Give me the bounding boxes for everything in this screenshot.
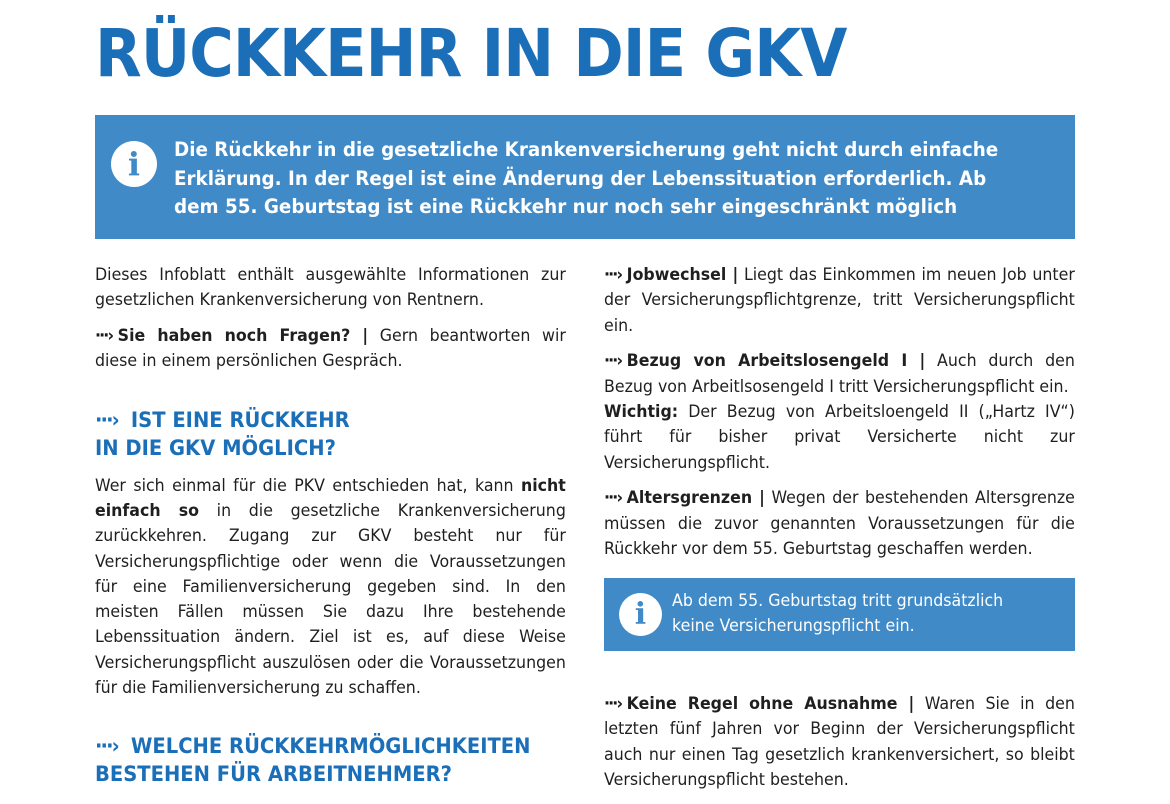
dotted-arrow-icon: ···› bbox=[604, 351, 622, 372]
arbeitslosengeld-paragraph bbox=[604, 349, 1075, 475]
info-icon: i bbox=[111, 141, 157, 187]
info-callout bbox=[95, 115, 1075, 239]
dotted-arrow-icon: ···› bbox=[604, 265, 622, 285]
body-text: Wer sich einmal für die PKV entschieden hat, kann bbox=[95, 475, 521, 496]
info-icon: i bbox=[619, 593, 662, 636]
altersgrenzen-paragraph bbox=[604, 486, 1075, 562]
arbeitslosengeld-text: Auch durch den Bezug von Arbeitlsosengeld I tritt Versicherungspflicht ein. bbox=[604, 351, 1075, 397]
ausnahme-block bbox=[604, 692, 1075, 804]
ausnahme-text: Waren Sie in den letzten fünf Jahren vor Beginn der Versicherungspflicht auch nur einen Tag gesetzlich krankenversichert, so bleibt Versicherungspflicht bestehen. bbox=[604, 694, 1075, 790]
wichtig-text: Der Bezug von Arbeitsloengeld II („Hartz IV“) führt für bisher privat Versicherte nicht zur Versicherungspflicht. bbox=[604, 401, 1075, 473]
jobwechsel-label: Jobwechsel | bbox=[626, 265, 739, 285]
heading-line: WELCHE RÜCKKEHRMÖGLICHKEITEN bbox=[130, 734, 531, 759]
dotted-arrow-icon: ···› bbox=[604, 488, 622, 509]
right-column bbox=[604, 263, 1075, 573]
section-heading-arbeitnehmer bbox=[95, 732, 566, 788]
dotted-arrow-icon: ···› bbox=[95, 326, 113, 347]
wichtig-label: Wichtig: bbox=[604, 401, 679, 422]
body-paragraph bbox=[95, 474, 566, 702]
arbeitslosengeld-label: Bezug von Arbeitslosengeld I | bbox=[626, 351, 926, 372]
altersgrenzen-text: Wegen der bestehenden Altersgrenze müssen die zuvor genannten Voraussetzungen für die Rückkehr vor dem 55. Geburtstag geschaffen werden. bbox=[604, 488, 1075, 559]
heading-line: IN DIE GKV MÖGLICH? bbox=[95, 435, 336, 460]
page-title: RÜCKKEHR IN DIE GKV bbox=[95, 15, 847, 92]
left-column bbox=[95, 263, 566, 800]
info-callout-small-text: Ab dem 55. Geburtstag tritt grundsätzlich keine Versicherungspflicht ein. bbox=[672, 591, 1004, 637]
body-text: in die gesetzliche Krankenversicherung zurückkehren. Zugang zur GKV besteht nur für Versicherungspflichtige oder wenn die Voraussetzungen für eine Familienversicherung gegeben sind. In den meisten Fällen müssen Sie dazu Ihre bestehende Lebenssituation ändern. Ziel ist es, auf diese Weise Versicherungspflicht auszulösen oder die Voraussetzungen für die Familienversicherung zu schaffen. bbox=[95, 500, 566, 699]
intro-paragraph: Dieses Infoblatt enthält ausgewählte Informationen zur gesetzlichen Krankenversicherung von Rentnern. bbox=[95, 265, 566, 311]
dotted-arrow-icon: ···› bbox=[95, 407, 118, 432]
body-emphasis: nicht einfach so bbox=[95, 475, 566, 521]
questions-paragraph bbox=[95, 324, 566, 375]
dotted-arrow-icon: ···› bbox=[604, 694, 622, 714]
questions-label: Sie haben noch Fragen? | bbox=[117, 326, 369, 347]
info-callout-small bbox=[604, 578, 1075, 651]
questions-text: Gern beantworten wir diese in einem persönlichen Gespräch. bbox=[95, 326, 566, 372]
ausnahme-label: Keine Regel ohne Ausnahme | bbox=[626, 694, 915, 714]
info-callout-text: Die Rückkehr in die gesetzliche Krankenversicherung geht nicht durch einfache Erklärung. In der Regel ist eine Änderung der Lebenssituation erforderlich. Ab dem 55. Geburtstag ist eine Rückkehr nur noch sehr eingeschränkt möglich bbox=[174, 138, 999, 218]
altersgrenzen-label: Altersgrenzen | bbox=[626, 488, 765, 509]
ausnahme-paragraph bbox=[604, 692, 1075, 793]
heading-line: IST EINE RÜCKKEHR bbox=[130, 407, 350, 432]
dotted-arrow-icon: ···› bbox=[95, 734, 118, 759]
section-heading-rueckkehr bbox=[95, 406, 566, 462]
jobwechsel-text: Liegt das Einkommen im neuen Job unter der Versicherungspflichtgrenze, tritt Versicherungspflicht ein. bbox=[604, 265, 1075, 336]
heading-line: BESTEHEN FÜR ARBEITNEHMER? bbox=[95, 762, 452, 787]
jobwechsel-paragraph bbox=[604, 263, 1075, 339]
